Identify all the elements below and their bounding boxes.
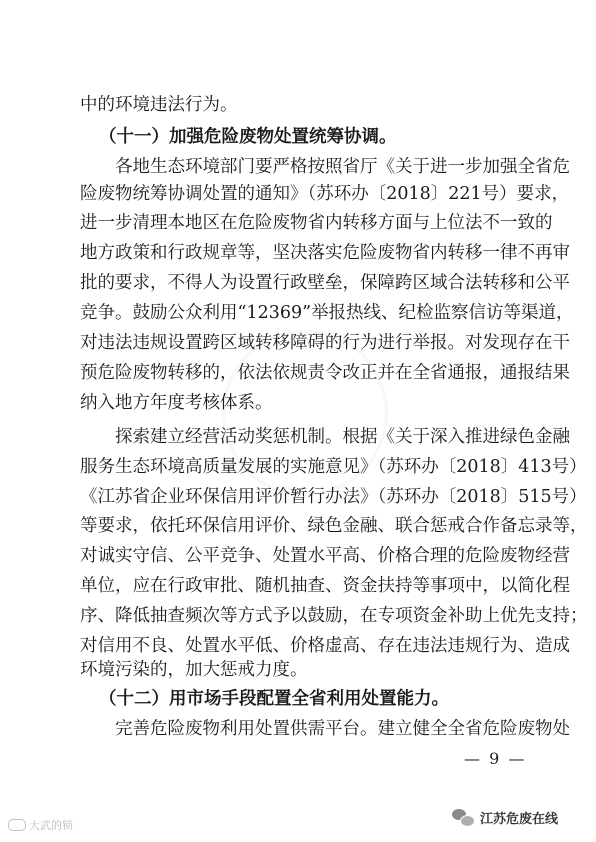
- section-heading-11: （十一）加强危险废物处置统筹协调。: [99, 127, 397, 147]
- text-line: 《江苏省企业环保信用评价暂行办法》（苏环办〔2018〕515号）: [80, 487, 587, 507]
- text-line: 纳入地方年度考核体系。: [80, 393, 273, 413]
- text-line: 单位，应在行政审批、随机抽查、资金扶持等事项中，以简化程: [80, 576, 570, 596]
- text-line: 对信用不良、处置水平低、价格虚高、存在违法违规行为、造成: [80, 636, 570, 656]
- text-line: 对违法违规设置跨区域转移障碍的行为进行举报。对发现存在干: [80, 333, 570, 353]
- footer-left-text: 大武的锁: [29, 819, 73, 832]
- text-line: 地方政策和行政规章等，坚决落实危险废物省内转移一律不再审: [80, 243, 570, 263]
- text-line: 序、降低抽查频次等方式予以鼓励，在专项资金补助上优先支持；: [80, 606, 588, 626]
- text-line: 服务生态环境高质量发展的实施意见》（苏环办〔2018〕413号）: [80, 457, 587, 477]
- text-line: 中的环境违法行为。: [80, 95, 238, 115]
- text-line: 竞争。鼓励公众利用“12369”举报热线、纪检监察信访等渠道，: [80, 303, 574, 323]
- account-name: 江苏危废在线: [480, 812, 559, 827]
- logo-mark-icon: [8, 819, 26, 831]
- text-line: 险废物统筹协调处置的通知》（苏环办〔2018〕221号）要求，: [80, 184, 570, 204]
- text-line: 预危险废物转移的，依法依规责令改正并在全省通报，通报结果: [80, 363, 570, 383]
- wechat-account-badge: [452, 808, 558, 827]
- text-line: 进一步清理本地区在危险废物省内转移方面与上位法不一致的: [80, 213, 553, 233]
- text-line: 各地生态环境部门要严格按照省厅《关于进一步加强全省危: [115, 157, 570, 177]
- section-heading-12: （十二）用市场手段配置全省利用处置能力。: [99, 689, 449, 709]
- text-line: 批的要求，不得人为设置行政壁垒，保障跨区域合法转移和公平: [80, 273, 570, 293]
- text-line: 探索建立经营活动奖惩机制。根据《关于深入推进绿色金融: [115, 427, 570, 447]
- wechat-icon: [452, 809, 474, 827]
- text-line: 完善危险废物利用处置供需平台。建立健全全省危险废物处: [115, 719, 570, 739]
- page-number: — 9 —: [464, 749, 527, 768]
- footer-left-watermark: [8, 817, 73, 833]
- text-line: 对诚实守信、公平竞争、处置水平高、价格合理的危险废物经营: [80, 546, 570, 566]
- text-line: 等要求，依托环保信用评价、绿色金融、联合惩戒合作备忘录等，: [80, 516, 588, 536]
- text-line: 环境污染的，加大惩戒力度。: [80, 660, 308, 680]
